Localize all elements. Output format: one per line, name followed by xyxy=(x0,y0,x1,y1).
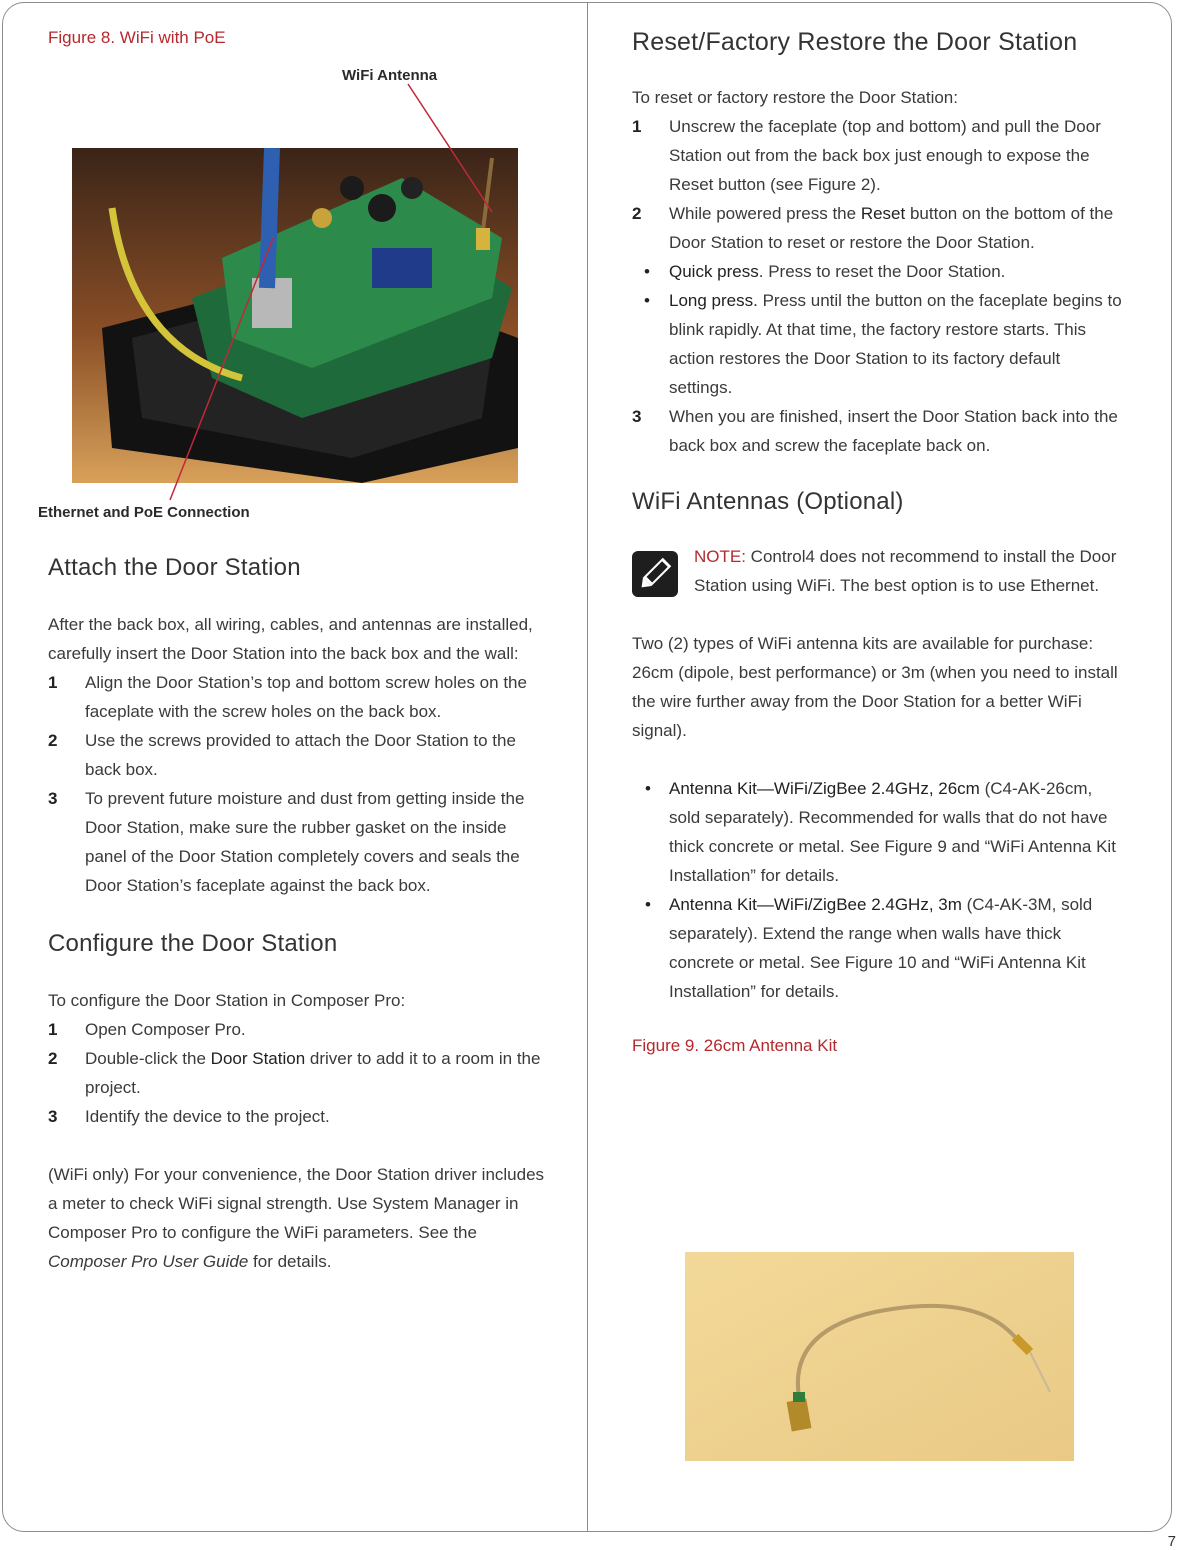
configure-heading: Configure the Door Station xyxy=(48,930,338,957)
configure-step: 1 Open Composer Pro. xyxy=(48,1020,246,1039)
attach-steps xyxy=(48,668,546,900)
reset-step: 2 While powered press the Reset button on the bottom of the Door Station to reset or restore the Door Station. xyxy=(632,204,1114,252)
attach-step: 3 To prevent future moisture and dust from getting inside the Door Station, make sure the rubber gasket on the inside panel of the Door Station completely covers and seals the Door Station’s faceplate against the back box. xyxy=(48,789,525,895)
antenna-kit-list xyxy=(632,774,1126,1006)
bullet-icon: • xyxy=(645,895,651,914)
bullet-icon: • xyxy=(644,291,650,310)
callout-ethernet-poe: Ethernet and PoE Connection xyxy=(38,504,250,521)
attach-step: 2 Use the screws provided to attach the Door Station to the back box. xyxy=(48,731,516,779)
reset-intro: To reset or factory restore the Door Station: xyxy=(632,88,958,107)
wifi-only-note: (WiFi only) For your convenience, the Door Station driver includes a meter to check WiFi signal strength. Use System Manager in Composer Pro to configure the WiFi parameters. See the Composer Pro User Guide for details. xyxy=(48,1165,545,1271)
configure-step: 2 Double-click the Door Station driver to add it to a room in the project. xyxy=(48,1049,541,1097)
right-text-column xyxy=(632,28,1126,1056)
note-pencil-icon xyxy=(632,551,678,597)
attach-step: 1 Align the Door Station’s top and bottom screw holes on the faceplate with the screw holes on the back box. xyxy=(48,673,527,721)
bullet-icon: • xyxy=(644,262,650,281)
wifi-note: NOTE: Control4 does not recommend to install the Door Station using WiFi. The best option is to use Ethernet. xyxy=(694,547,1117,595)
reset-step: 1 Unscrew the faceplate (top and bottom) and pull the Door Station out from the back box just enough to expose the Reset button (see Figure 2). xyxy=(632,117,1101,194)
figure8-caption: Figure 8. WiFi with PoE xyxy=(48,28,226,47)
reset-step: 3 When you are finished, insert the Door Station back into the back box and screw the faceplate back on. xyxy=(632,407,1118,455)
figure9-caption: Figure 9. 26cm Antenna Kit xyxy=(632,1036,838,1055)
figure9-photo xyxy=(685,1252,1074,1461)
antenna-kit-3m: • Antenna Kit—WiFi/ZigBee 2.4GHz, 3m (C4-AK-3M, sold separately). Extend the range when walls have thick concrete or metal. See Figure 10 and “WiFi Antenna Kit Installation” for details. xyxy=(632,890,1126,1006)
antenna-kit-26cm: • Antenna Kit—WiFi/ZigBee 2.4GHz, 26cm (C4-AK-26cm, sold separately). Recommended for walls that do not have thick concrete or metal. See Figure 9 and “WiFi Antenna Kit Installation” for details. xyxy=(632,774,1126,890)
left-text-column xyxy=(48,554,546,1276)
configure-steps xyxy=(48,1015,546,1131)
reset-steps xyxy=(632,112,1126,257)
bullet-icon: • xyxy=(645,779,651,798)
callout-wifi-antenna: WiFi Antenna xyxy=(342,67,438,84)
attach-heading: Attach the Door Station xyxy=(48,554,301,581)
configure-intro: To configure the Door Station in Composer Pro: xyxy=(48,991,406,1010)
reset-steps-cont xyxy=(632,402,1126,460)
antennas-heading: WiFi Antennas (Optional) xyxy=(632,488,904,515)
antenna-kit-image xyxy=(685,1252,1074,1461)
page-number: 7 xyxy=(1167,1533,1176,1550)
attach-intro: After the back box, all wiring, cables, and antennas are installed, carefully insert the Door Station into the back box and the wall: xyxy=(48,615,533,663)
note-box xyxy=(632,542,1126,600)
long-press-item: • Long press. Press until the button on the faceplate begins to blink rapidly. At that time, the factory restore starts. This action restores the Door Station to its factory default settings. xyxy=(632,286,1126,402)
reset-heading: Reset/Factory Restore the Door Station xyxy=(632,28,1078,56)
antenna-types-text: Two (2) types of WiFi antenna kits are available for purchase: 26cm (dipole, best performance) or 3m (when you need to install the wire further away from the Door Station for a better WiFi signal). xyxy=(632,634,1118,740)
configure-step: 3 Identify the device to the project. xyxy=(48,1107,330,1126)
quick-press-item: • Quick press. Press to reset the Door Station. xyxy=(632,257,1126,286)
reset-press-options xyxy=(632,257,1126,402)
